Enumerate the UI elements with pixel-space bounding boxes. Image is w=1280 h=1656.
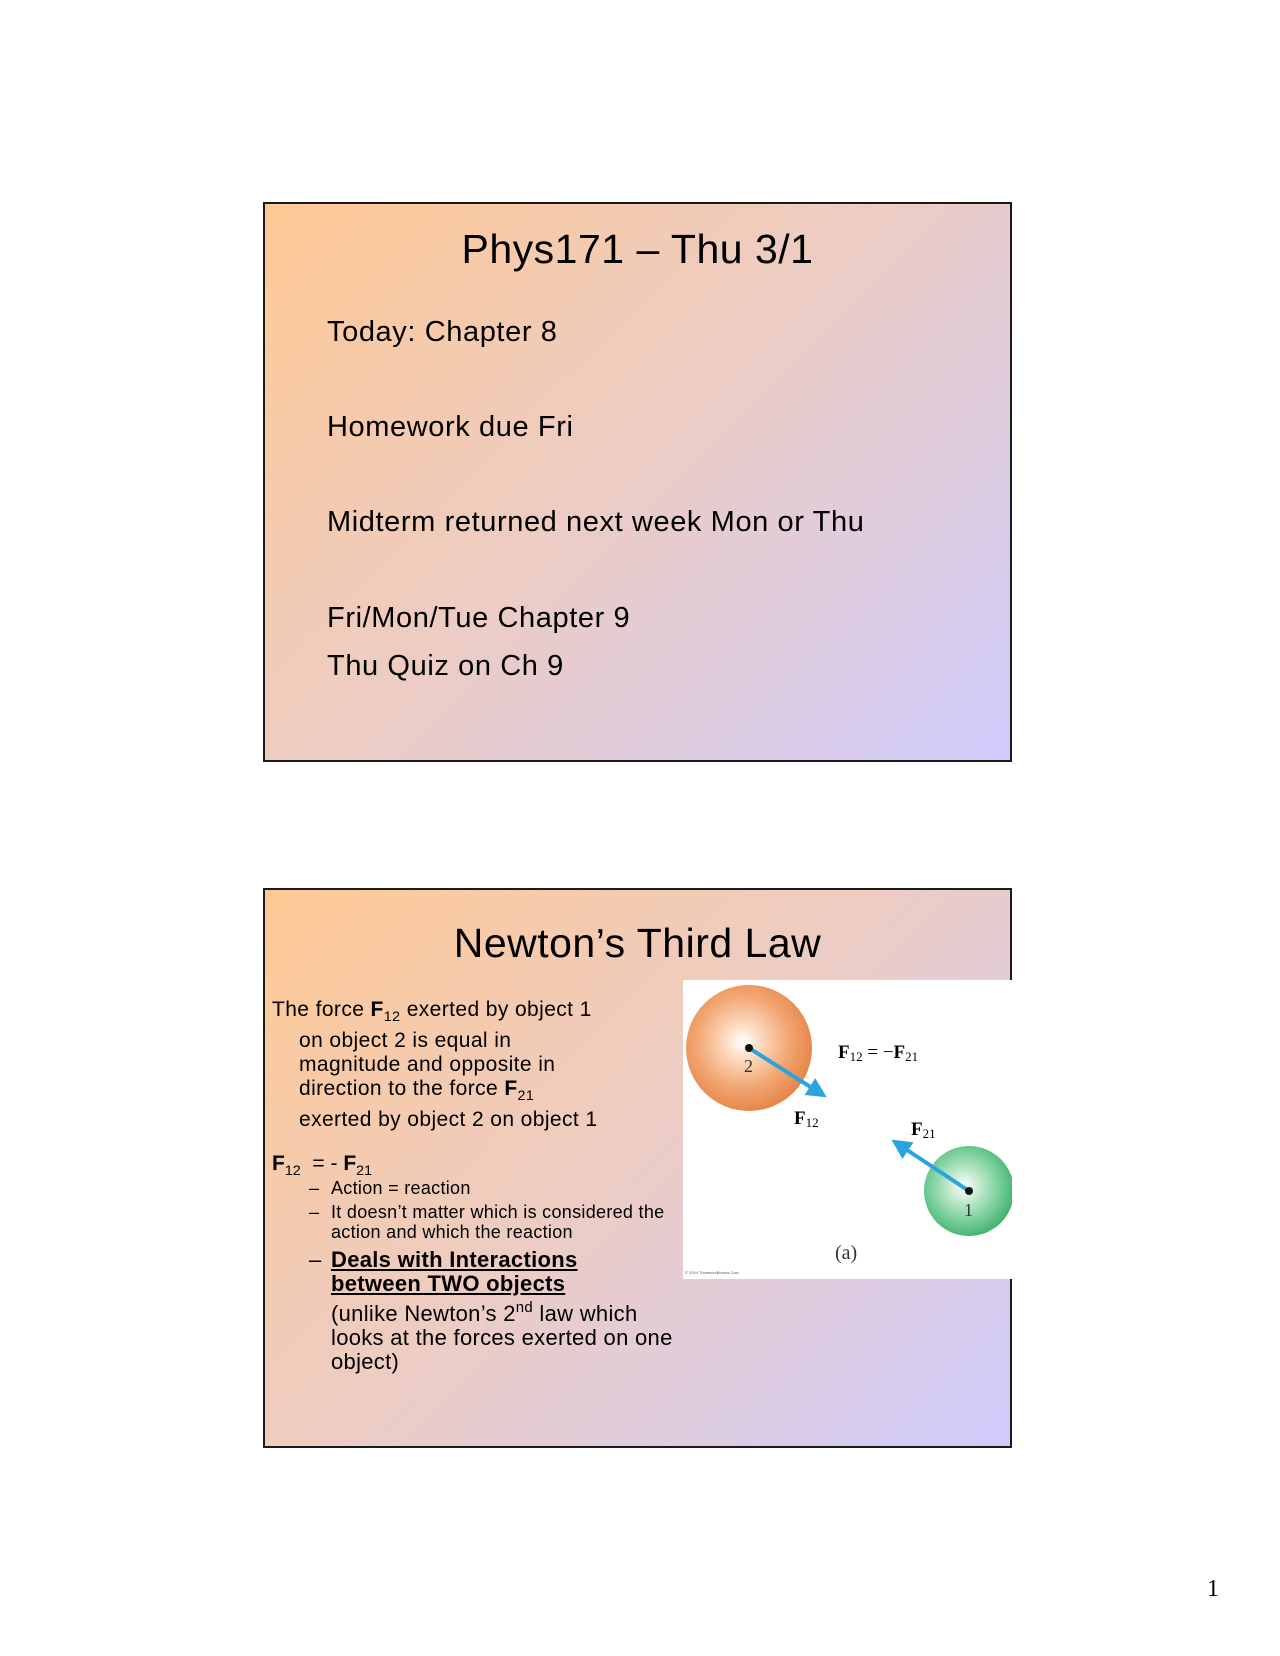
page-number: 1 <box>1207 1576 1219 1602</box>
figure-svg <box>683 980 1012 1279</box>
agenda-line-today: Today: Chapter 8 <box>327 316 558 348</box>
slide-2 <box>263 888 1012 1448</box>
bullet-doesnt-matter: – It doesn’t matter which is considered the action and which the reaction <box>309 1202 665 1242</box>
object-1-label: 1 <box>964 1200 973 1220</box>
force-21-label: F21 <box>911 1119 936 1141</box>
bullet-action-reaction: – Action = reaction <box>309 1178 471 1198</box>
third-law-equation: $F_{12}$ = - $F_{21}$ <box>272 1152 373 1179</box>
law-bullets <box>309 1178 679 1374</box>
slide-1-title: Phys171 – Thu 3/1 <box>461 226 814 272</box>
agenda-line-quiz: Thu Quiz on Ch 9 <box>327 650 564 682</box>
law-statement: The force $F_{12}$ exerted by object 1 on object 2 is equal in magnitude and opposite in direction to the force $F_{21}$ exerted by object 2 on object 1 <box>272 998 598 1131</box>
slide-2-title: Newton’s Third Law <box>453 920 822 966</box>
panel-label: (a) <box>835 1242 858 1264</box>
object-1-center <box>965 1187 973 1195</box>
agenda-line-homework: Homework due Fri <box>327 411 574 443</box>
object-2-label: 2 <box>744 1056 753 1076</box>
bullet-two-objects: – Deals with Interactions between TWO objects (unlike Newton’s 2nd law which looks at the forces exerted on one object) <box>309 1247 673 1374</box>
agenda-line-chapter9: Fri/Mon/Tue Chapter 9 <box>327 602 631 634</box>
force-12-label: F12 <box>794 1108 819 1130</box>
object-2-center <box>745 1044 753 1052</box>
copyright-note: © 2004 Thomson/Brooks Cole <box>685 1270 739 1275</box>
third-law-figure <box>683 980 1012 1279</box>
agenda-line-midterm: Midterm returned next week Mon or Thu <box>327 506 865 538</box>
figure-equation: F12 = −F21 <box>838 1042 919 1064</box>
slide-1 <box>263 202 1012 762</box>
